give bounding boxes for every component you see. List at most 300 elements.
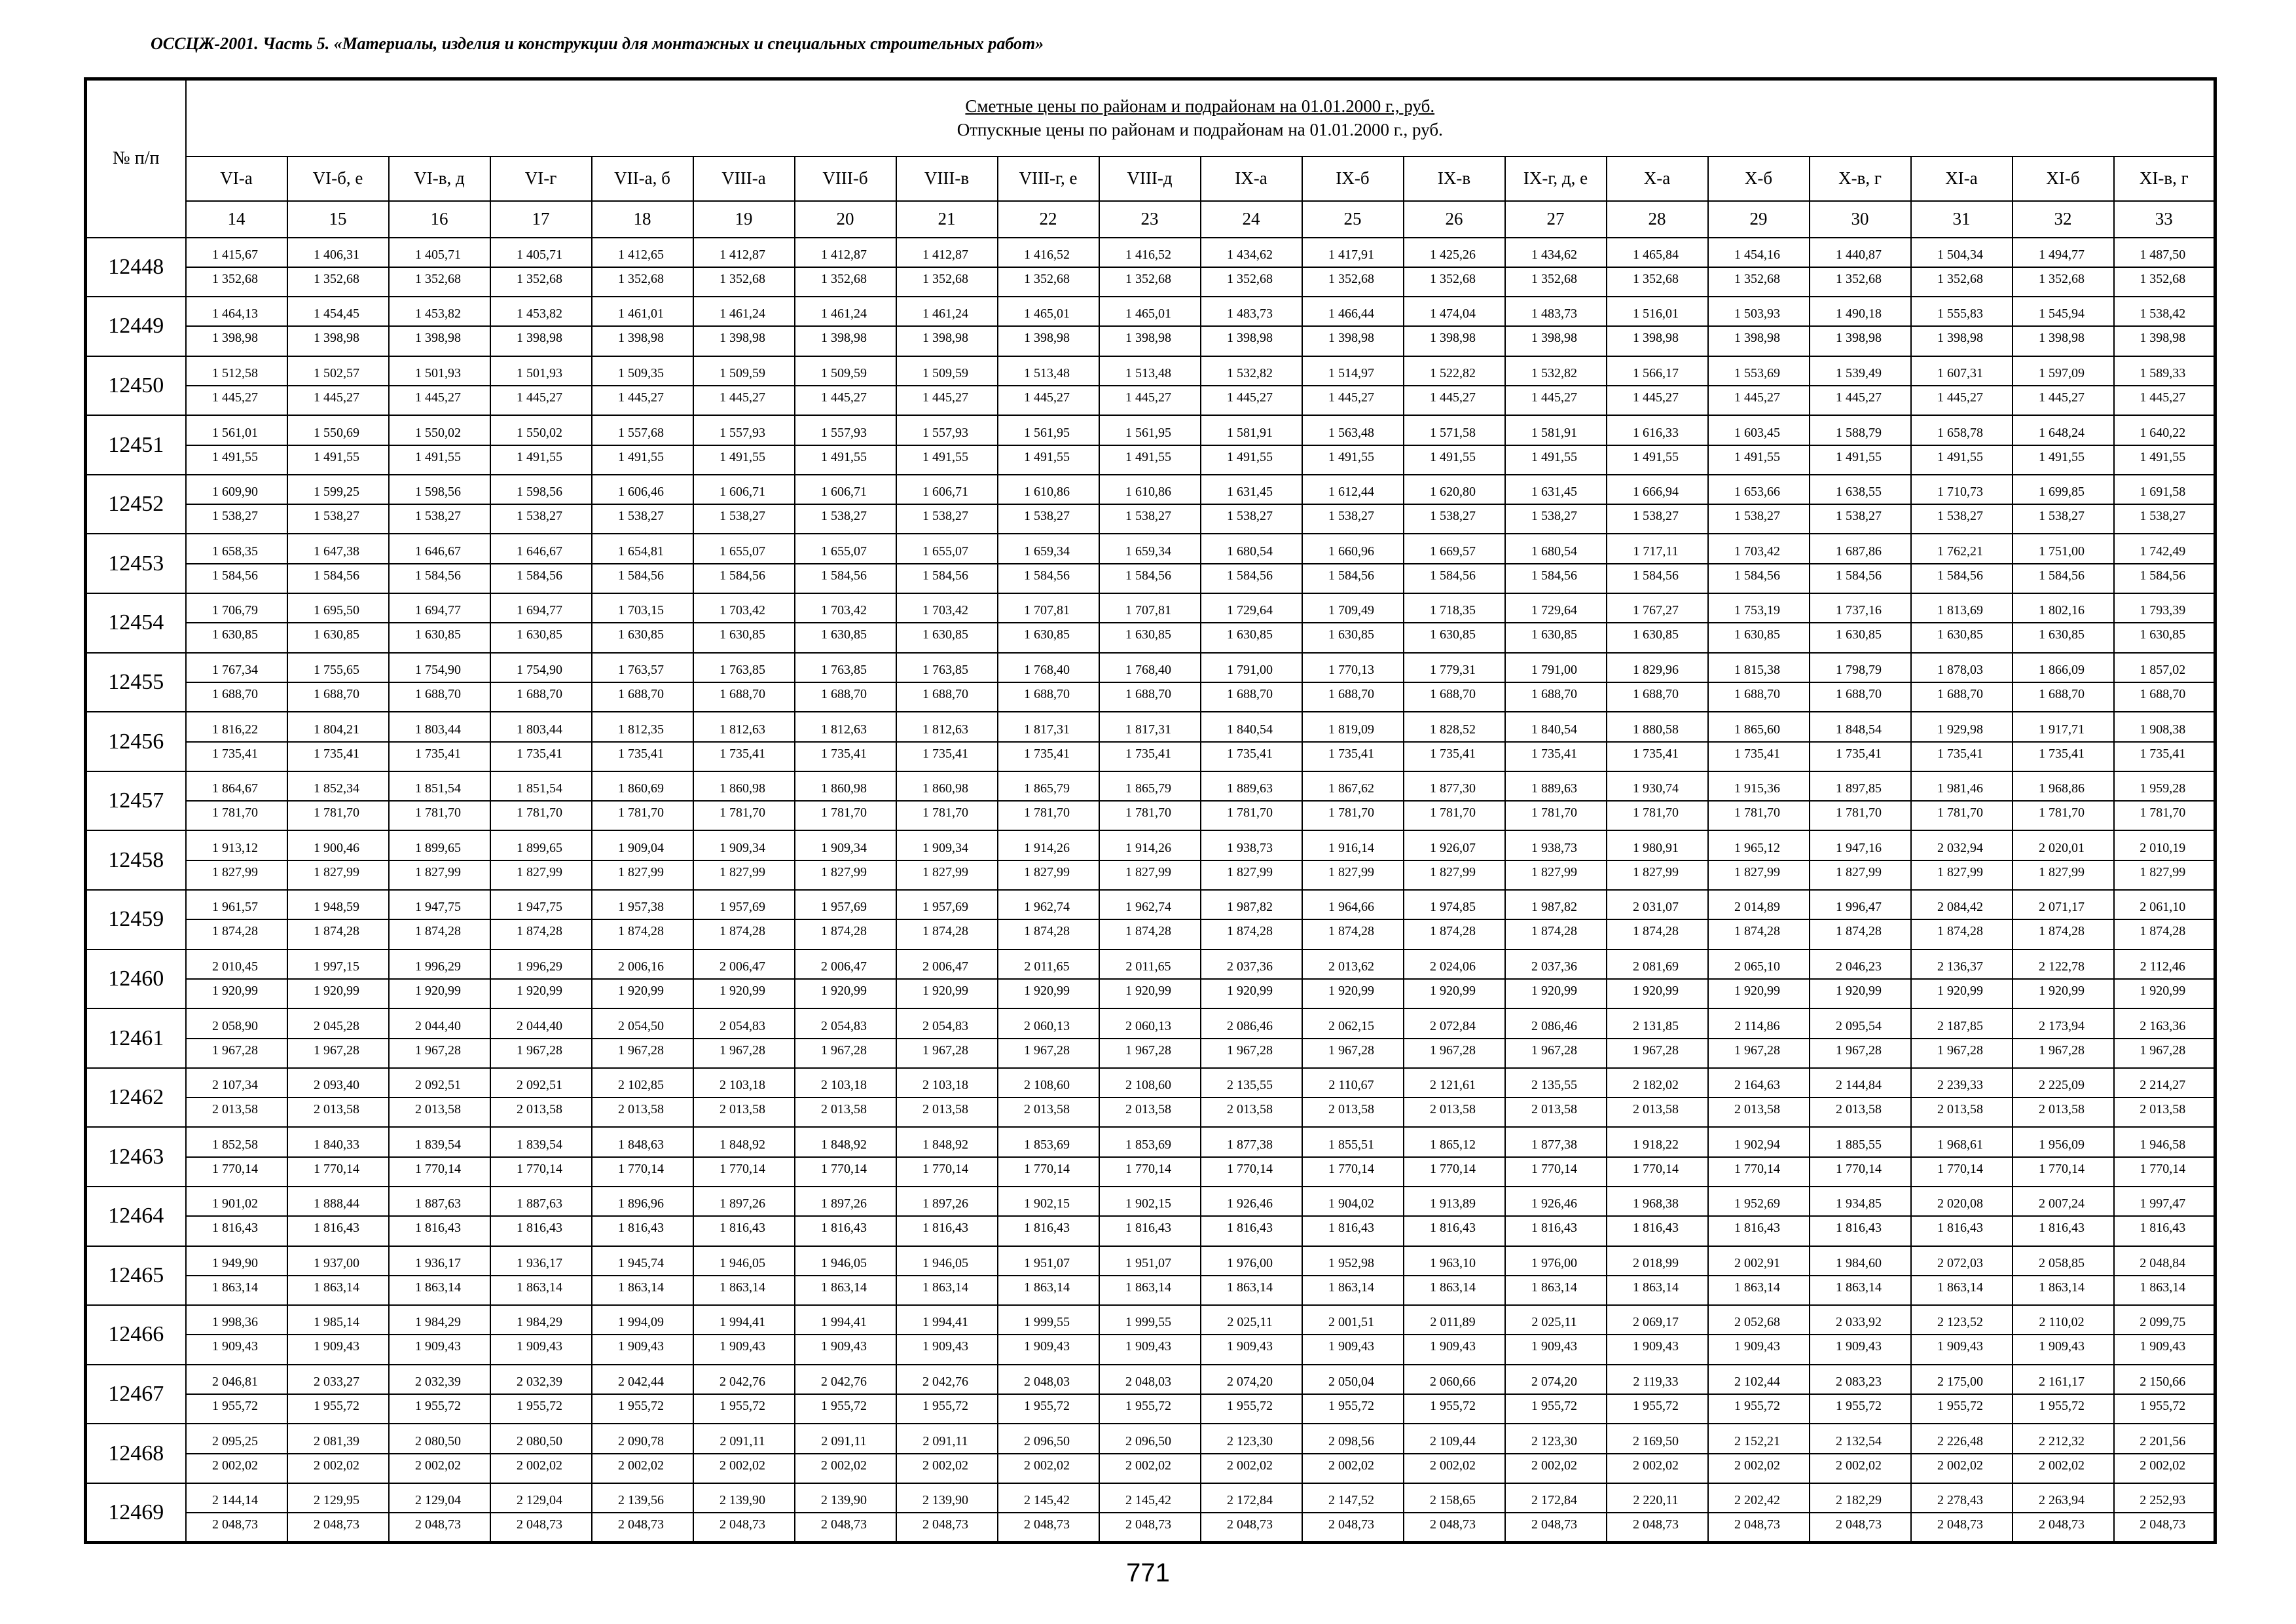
price-cell	[490, 890, 592, 950]
release-price: 1 445,27	[1125, 390, 1171, 405]
release-price: 1 445,27	[1430, 390, 1476, 405]
price-cell	[1404, 653, 1505, 712]
estimated-price: 2 182,29	[1810, 1493, 1910, 1513]
release-price: 1 781,70	[2039, 805, 2085, 821]
price-cell	[1505, 534, 1607, 593]
price-cell	[1607, 593, 1708, 653]
price-cell	[1708, 1187, 1810, 1246]
release-price: 1 955,72	[1734, 1399, 1780, 1414]
release-price: 1 688,70	[1531, 686, 1577, 701]
estimated-price: 1 877,30	[1404, 781, 1504, 802]
price-cell	[490, 534, 592, 593]
estimated-price: 1 793,39	[2115, 603, 2214, 623]
region-header-cell: IX-б	[1302, 157, 1404, 201]
estimated-price: 2 123,52	[1912, 1315, 2012, 1335]
column-number-cell: 19	[693, 201, 795, 238]
release-price: 1 491,55	[1430, 449, 1476, 464]
price-cell	[1302, 1483, 1404, 1543]
price-cell	[1201, 950, 1302, 1009]
release-price: 1 630,85	[1227, 627, 1273, 642]
estimated-price: 1 631,45	[1506, 485, 1606, 505]
price-cell	[592, 950, 693, 1009]
estimated-price: 1 930,74	[1607, 781, 1707, 802]
release-price: 1 909,43	[1328, 1339, 1374, 1354]
estimated-price: 1 980,91	[1607, 841, 1707, 861]
release-price: 1 909,43	[1024, 1339, 1070, 1354]
price-cell	[389, 1246, 490, 1306]
release-price: 2 048,73	[212, 1517, 258, 1532]
estimated-price: 2 046,81	[187, 1375, 287, 1395]
release-price: 1 538,27	[1125, 509, 1171, 524]
price-cell	[1708, 890, 1810, 950]
release-price: 1 630,85	[1531, 627, 1577, 642]
estimated-price: 1 453,82	[390, 306, 490, 327]
release-price: 1 398,98	[212, 331, 258, 346]
price-cell	[1708, 1008, 1810, 1068]
release-price: 1 538,27	[618, 509, 664, 524]
price-cell	[186, 712, 287, 771]
release-price: 1 863,14	[821, 1280, 867, 1295]
estimated-price: 1 706,79	[187, 603, 287, 623]
price-cell	[1099, 1246, 1201, 1306]
price-cell	[1505, 1483, 1607, 1543]
estimated-price: 1 703,15	[592, 603, 693, 623]
price-cell	[186, 1068, 287, 1128]
row-number-cell: 12453	[86, 534, 186, 593]
release-price: 1 955,72	[618, 1399, 664, 1414]
estimated-price: 2 045,28	[288, 1019, 388, 1039]
release-price: 1 584,56	[720, 568, 765, 583]
release-price: 1 491,55	[415, 449, 461, 464]
estimated-price: 1 464,13	[187, 306, 287, 327]
release-price: 1 352,68	[922, 271, 968, 286]
estimated-price: 2 054,50	[592, 1019, 693, 1039]
price-cell	[1708, 534, 1810, 593]
price-cell	[1911, 1365, 2013, 1424]
estimated-price: 2 110,02	[2013, 1315, 2113, 1335]
price-cell	[1201, 475, 1302, 534]
price-cell	[490, 415, 592, 475]
estimated-price: 1 566,17	[1607, 366, 1707, 386]
estimated-price: 2 091,11	[795, 1434, 896, 1454]
estimated-price: 1 557,93	[897, 426, 997, 446]
release-price: 1 781,70	[1227, 805, 1273, 821]
row-number-cell: 12451	[86, 415, 186, 475]
estimated-price: 1 509,35	[592, 366, 693, 386]
release-price: 1 955,72	[1633, 1399, 1679, 1414]
estimated-price: 1 904,02	[1303, 1196, 1403, 1217]
price-cell	[998, 1127, 1099, 1187]
release-price: 1 909,43	[1227, 1339, 1273, 1354]
price-cell	[1404, 1305, 1505, 1365]
estimated-price: 1 513,48	[998, 366, 1099, 386]
release-price: 1 735,41	[1937, 746, 1983, 761]
price-cell	[1505, 890, 1607, 950]
estimated-price: 1 514,97	[1303, 366, 1403, 386]
price-cell	[1099, 238, 1201, 297]
estimated-price: 2 152,21	[1709, 1434, 1809, 1454]
estimated-price: 1 949,90	[187, 1256, 287, 1276]
price-cell	[1607, 356, 1708, 416]
price-cell	[2013, 712, 2114, 771]
release-price: 1 538,27	[2140, 509, 2186, 524]
price-cell	[1607, 771, 1708, 831]
estimated-price: 2 061,10	[2115, 900, 2214, 920]
price-cell	[389, 950, 490, 1009]
price-cell	[1201, 415, 1302, 475]
estimated-price: 1 504,34	[1912, 248, 2012, 268]
release-price: 1 398,98	[1734, 331, 1780, 346]
price-cell	[186, 653, 287, 712]
release-price: 1 584,56	[618, 568, 664, 583]
release-price: 1 967,28	[212, 1043, 258, 1058]
release-price: 2 013,58	[922, 1102, 968, 1117]
region-header-cell: IX-г, д, е	[1505, 157, 1607, 201]
price-cell	[1404, 475, 1505, 534]
estimated-price: 1 729,64	[1201, 603, 1302, 623]
price-cell	[2013, 1246, 2114, 1306]
release-price: 1 874,28	[1024, 924, 1070, 939]
release-price: 2 048,73	[415, 1517, 461, 1532]
estimated-price: 2 080,50	[390, 1434, 490, 1454]
release-price: 1 781,70	[1328, 805, 1374, 821]
release-price: 2 013,58	[821, 1102, 867, 1117]
estimated-price: 1 791,00	[1506, 663, 1606, 683]
estimated-price: 1 853,69	[998, 1137, 1099, 1158]
price-cell	[998, 415, 1099, 475]
price-cell	[1708, 1365, 1810, 1424]
price-cell	[896, 890, 998, 950]
release-price: 1 874,28	[1430, 924, 1476, 939]
estimated-price: 1 755,65	[288, 663, 388, 683]
price-cell	[389, 415, 490, 475]
price-cell	[1201, 356, 1302, 416]
release-price: 1 491,55	[1734, 449, 1780, 464]
estimated-price: 1 417,91	[1303, 248, 1403, 268]
estimated-price: 2 002,91	[1709, 1256, 1809, 1276]
release-price: 1 630,85	[1024, 627, 1070, 642]
estimated-price: 2 080,50	[491, 1434, 591, 1454]
release-price: 1 874,28	[618, 924, 664, 939]
release-price: 2 013,58	[517, 1102, 562, 1117]
price-cell	[1911, 771, 2013, 831]
estimated-price: 2 048,84	[2115, 1256, 2214, 1276]
price-cell	[1810, 238, 1911, 297]
price-cell	[896, 475, 998, 534]
price-cell	[1911, 950, 2013, 1009]
price-cell	[1911, 712, 2013, 771]
release-price: 1 352,68	[1734, 271, 1780, 286]
price-cell	[287, 1365, 389, 1424]
release-price: 2 013,58	[1227, 1102, 1273, 1117]
estimated-price: 1 913,89	[1404, 1196, 1504, 1217]
price-cell	[795, 534, 896, 593]
estimated-price: 1 865,79	[998, 781, 1099, 802]
estimated-price: 1 997,47	[2115, 1196, 2214, 1217]
price-cell	[1505, 1305, 1607, 1365]
release-price: 1 770,14	[1531, 1161, 1577, 1176]
estimated-price: 1 412,87	[795, 248, 896, 268]
release-price: 2 002,02	[415, 1458, 461, 1473]
price-cell	[998, 534, 1099, 593]
release-price: 1 445,27	[314, 390, 359, 405]
release-price: 1 735,41	[618, 746, 664, 761]
release-price: 1 816,43	[1836, 1221, 1882, 1236]
price-cell	[490, 712, 592, 771]
price-cell	[2013, 1187, 2114, 1246]
release-price: 1 967,28	[1328, 1043, 1374, 1058]
estimated-price: 1 588,79	[1810, 426, 1910, 446]
release-price: 1 816,43	[720, 1221, 765, 1236]
release-price: 2 048,73	[1328, 1517, 1374, 1532]
release-price: 1 781,70	[821, 805, 867, 821]
price-cell	[1708, 297, 1810, 356]
release-price: 1 688,70	[415, 686, 461, 701]
estimated-price: 2 090,78	[592, 1434, 693, 1454]
release-price: 1 827,99	[1734, 864, 1780, 879]
estimated-price: 2 123,30	[1201, 1434, 1302, 1454]
region-header-cell: XI-б	[2013, 157, 2114, 201]
price-cell	[998, 1424, 1099, 1483]
release-price: 1 909,43	[517, 1339, 562, 1354]
estimated-price: 1 561,01	[187, 426, 287, 446]
release-price: 2 002,02	[2039, 1458, 2085, 1473]
price-cell	[1302, 415, 1404, 475]
estimated-price: 1 707,81	[1100, 603, 1200, 623]
release-price: 1 955,72	[212, 1399, 258, 1414]
estimated-price: 1 581,91	[1201, 426, 1302, 446]
price-cell	[1505, 950, 1607, 1009]
release-price: 1 816,43	[1125, 1221, 1171, 1236]
region-header-cell: VI-а	[186, 157, 287, 201]
estimated-price: 2 139,90	[897, 1493, 997, 1513]
estimated-price: 2 042,76	[795, 1375, 896, 1395]
release-price: 1 909,43	[1633, 1339, 1679, 1354]
release-price: 1 909,43	[1836, 1339, 1882, 1354]
estimated-price: 2 033,92	[1810, 1315, 1910, 1335]
price-cell	[1099, 1008, 1201, 1068]
price-cell	[389, 1187, 490, 1246]
price-cell	[287, 712, 389, 771]
price-cell	[1505, 1127, 1607, 1187]
estimated-prices-caption: Сметные цены по районам и подрайонам на 01.01.2000 г., руб.	[965, 96, 1435, 117]
estimated-price: 1 959,28	[2115, 781, 2214, 802]
estimated-price: 1 987,82	[1201, 900, 1302, 920]
price-cell	[795, 1246, 896, 1306]
release-price: 1 630,85	[1937, 627, 1983, 642]
estimated-price: 2 201,56	[2115, 1434, 2214, 1454]
price-cell	[1810, 1424, 1911, 1483]
estimated-price: 2 096,50	[998, 1434, 1099, 1454]
price-cell	[1708, 653, 1810, 712]
estimated-price: 2 060,66	[1404, 1375, 1504, 1395]
release-price: 1 445,27	[1734, 390, 1780, 405]
price-cell	[2114, 593, 2215, 653]
release-price: 1 538,27	[1227, 509, 1273, 524]
price-cell	[795, 1127, 896, 1187]
release-price: 1 863,14	[1734, 1280, 1780, 1295]
price-cell	[1607, 415, 1708, 475]
row-number-cell: 12458	[86, 830, 186, 890]
estimated-price: 2 136,37	[1912, 959, 2012, 980]
estimated-price: 1 680,54	[1201, 544, 1302, 564]
estimated-price: 1 915,36	[1709, 781, 1809, 802]
estimated-price: 1 897,85	[1810, 781, 1910, 802]
price-cell	[896, 712, 998, 771]
price-cell	[1404, 356, 1505, 416]
region-header-cell: IX-в	[1404, 157, 1505, 201]
price-cell	[592, 297, 693, 356]
estimated-price: 1 538,42	[2115, 306, 2214, 327]
estimated-price: 2 018,99	[1607, 1256, 1707, 1276]
price-cell	[1708, 1246, 1810, 1306]
price-cell	[1201, 771, 1302, 831]
price-cell	[1911, 475, 2013, 534]
release-price: 1 538,27	[821, 509, 867, 524]
price-cell	[592, 1127, 693, 1187]
estimated-price: 2 226,48	[1912, 1434, 2012, 1454]
table-row	[86, 950, 2215, 1009]
release-price: 1 781,70	[1633, 805, 1679, 821]
release-price: 1 688,70	[2039, 686, 2085, 701]
price-cell	[1708, 830, 1810, 890]
release-price: 1 874,28	[1125, 924, 1171, 939]
row-number-cell: 12450	[86, 356, 186, 416]
release-price: 1 735,41	[720, 746, 765, 761]
release-price: 1 445,27	[212, 390, 258, 405]
estimated-price: 1 985,14	[288, 1315, 388, 1335]
release-price: 1 781,70	[1836, 805, 1882, 821]
release-price: 1 770,14	[922, 1161, 968, 1176]
release-price: 1 630,85	[212, 627, 258, 642]
release-price: 1 538,27	[415, 509, 461, 524]
estimated-price: 1 658,35	[187, 544, 287, 564]
price-cell	[490, 356, 592, 416]
price-cell	[1810, 593, 1911, 653]
price-cell	[1708, 1127, 1810, 1187]
estimated-price: 2 145,42	[998, 1493, 1099, 1513]
price-cell	[998, 950, 1099, 1009]
estimated-price: 2 084,42	[1912, 900, 2012, 920]
estimated-price: 1 897,26	[897, 1196, 997, 1217]
release-price: 1 688,70	[821, 686, 867, 701]
estimated-price: 1 994,41	[795, 1315, 896, 1335]
price-cell	[1302, 534, 1404, 593]
estimated-price: 2 102,85	[592, 1078, 693, 1098]
region-header-cell: X-в, г	[1810, 157, 1911, 201]
price-cell	[1099, 950, 1201, 1009]
estimated-price: 1 703,42	[694, 603, 794, 623]
estimated-price: 1 768,40	[1100, 663, 1200, 683]
price-cell	[287, 1068, 389, 1128]
table-row	[86, 1365, 2215, 1424]
release-price: 1 398,98	[415, 331, 461, 346]
release-price: 1 398,98	[720, 331, 765, 346]
price-cell	[2114, 1246, 2215, 1306]
release-price: 1 584,56	[821, 568, 867, 583]
price-cell	[795, 475, 896, 534]
estimated-price: 1 545,94	[2013, 306, 2113, 327]
estimated-price: 2 024,06	[1404, 959, 1504, 980]
column-number-cell: 32	[2013, 201, 2114, 238]
estimated-price: 1 916,14	[1303, 841, 1403, 861]
price-cell	[1201, 1365, 1302, 1424]
release-price: 1 630,85	[1836, 627, 1882, 642]
release-price: 2 002,02	[2140, 1458, 2186, 1473]
release-price: 1 630,85	[1430, 627, 1476, 642]
price-cell	[592, 1008, 693, 1068]
estimated-price: 1 897,26	[694, 1196, 794, 1217]
column-number-cell: 26	[1404, 201, 1505, 238]
price-cell	[1404, 1187, 1505, 1246]
release-price: 1 491,55	[212, 449, 258, 464]
estimated-price: 1 866,09	[2013, 663, 2113, 683]
price-cell	[1911, 1127, 2013, 1187]
price-cell	[1505, 475, 1607, 534]
price-cell	[2114, 653, 2215, 712]
estimated-price: 1 658,78	[1912, 426, 2012, 446]
release-price: 1 445,27	[1836, 390, 1882, 405]
release-price: 1 735,41	[1836, 746, 1882, 761]
region-header-cell: XI-а	[1911, 157, 2013, 201]
release-price: 1 770,14	[1024, 1161, 1070, 1176]
release-price: 1 445,27	[1227, 390, 1273, 405]
price-cell	[1404, 1483, 1505, 1543]
estimated-price: 1 405,71	[491, 248, 591, 268]
release-price: 1 398,98	[922, 331, 968, 346]
price-cell	[896, 1068, 998, 1128]
estimated-price: 1 539,49	[1810, 366, 1910, 386]
estimated-price: 2 132,54	[1810, 1434, 1910, 1454]
release-price: 1 874,28	[1227, 924, 1273, 939]
release-price: 1 352,68	[2140, 271, 2186, 286]
release-price: 1 816,43	[314, 1221, 359, 1236]
estimated-price: 1 902,15	[998, 1196, 1099, 1217]
price-cell	[693, 297, 795, 356]
estimated-price: 2 054,83	[897, 1019, 997, 1039]
estimated-price: 2 214,27	[2115, 1078, 2214, 1098]
price-cell	[389, 712, 490, 771]
estimated-price: 1 926,46	[1506, 1196, 1606, 1217]
estimated-price: 2 220,11	[1607, 1493, 1707, 1513]
release-price: 1 538,27	[1430, 509, 1476, 524]
release-price: 1 827,99	[1430, 864, 1476, 879]
estimated-price: 1 522,82	[1404, 366, 1504, 386]
release-price: 1 967,28	[1836, 1043, 1882, 1058]
release-price: 1 874,28	[2140, 924, 2186, 939]
release-price: 1 920,99	[1024, 983, 1070, 998]
estimated-price: 2 172,84	[1201, 1493, 1302, 1513]
release-price: 1 398,98	[821, 331, 867, 346]
release-price: 1 967,28	[2140, 1043, 2186, 1058]
estimated-price: 1 718,35	[1404, 603, 1504, 623]
release-price: 2 048,73	[2140, 1517, 2186, 1532]
estimated-price: 1 840,54	[1506, 722, 1606, 743]
release-price: 1 770,14	[314, 1161, 359, 1176]
release-price: 2 002,02	[922, 1458, 968, 1473]
estimated-price: 1 840,33	[288, 1137, 388, 1158]
price-cell	[490, 1424, 592, 1483]
price-cell	[287, 1187, 389, 1246]
price-cell	[2013, 1424, 2114, 1483]
estimated-price: 1 997,15	[288, 959, 388, 980]
price-cell	[287, 534, 389, 593]
estimated-price: 1 952,98	[1303, 1256, 1403, 1276]
estimated-price: 1 946,05	[694, 1256, 794, 1276]
document-header: ОССЦЖ-2001. Часть 5. «Материалы, изделия и конструкции для монтажных и специальных строительных работ»	[151, 34, 1044, 53]
price-cell	[592, 890, 693, 950]
release-price: 1 967,28	[1531, 1043, 1577, 1058]
